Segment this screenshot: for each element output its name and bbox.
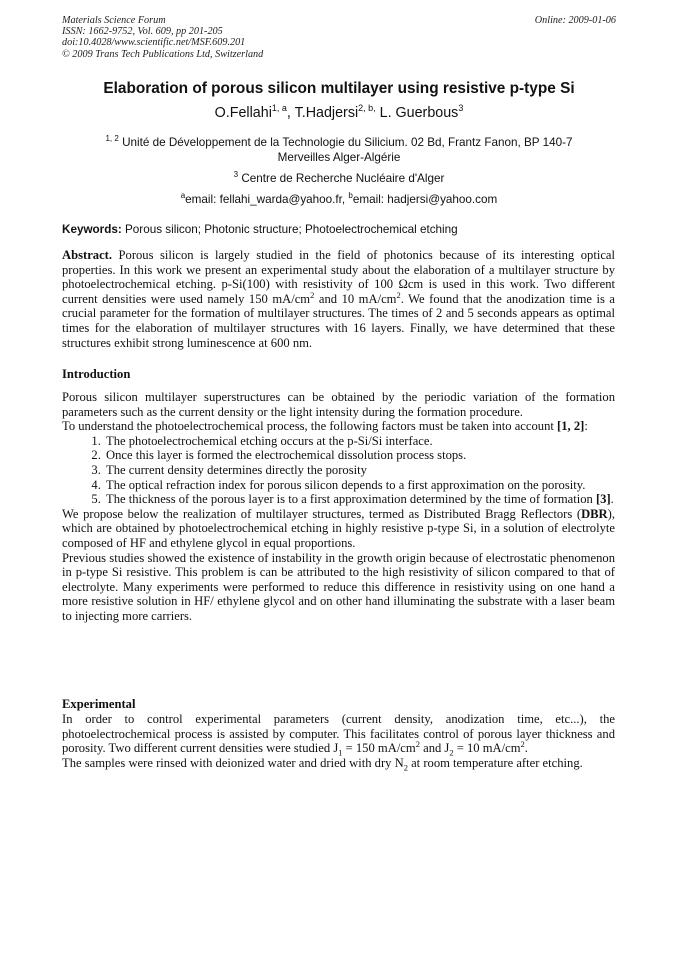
intro-text: : [584,419,588,434]
list-item [104,492,615,507]
experimental-body [62,712,615,773]
intro-text: To understand the photoelectrochemical process, the following factors must be taken into account [62,419,558,434]
abstract-paragraph [62,248,615,350]
journal-name: Materials Science Forum [62,15,166,26]
abstract-text: Porous silicon is largely studied in the field of photonics because of its interesting optical properties. In this work we present an experimental study about the elaboration of a multilayer structure by photoelectrochemical etching. p-Si(100) with resistivity of 100 Ωcm is used in this work. Two different current densities were used namely 150 mA/cm [62,248,615,306]
abstract-text: . We found that the anodization time is a crucial parameter for the formation of multilayer structures. The times of 2 and 5 seconds appears as optimal times for the elaboration of multilayer structures with 16 layers. Finally, we have determined that these structures exhibit strong luminescence at 600 nm. [62,291,615,350]
dbr-term: DBR [581,506,608,521]
experimental-heading: Experimental [62,697,136,711]
superscript: 2 [415,739,420,749]
author-sup: 1, a [271,103,287,113]
author-list [40,103,638,121]
author-name: O.Fellahi [214,104,272,121]
introduction-body [62,390,615,624]
paper-title: Elaboration of porous silicon multilayer using resistive p-type Si [103,80,575,97]
keywords-text: Porous silicon; Photonic structure; Photoelectrochemical etching [125,223,458,236]
affiliation-2 [80,167,598,186]
email-b: email: hadjersi@yahoo.com [352,192,498,206]
exp-text: In order to control experimental parameters (current density, anodization time, etc...), the photoelectrochemical process is assisted by computer. This facilitates control of porous layer thickness and porosity. Two different current densities were studied J [62,712,615,756]
exp-text: = 150 mA/cm [342,741,416,756]
journal-header [62,15,263,60]
abstract [62,248,615,350]
exp-text: The samples were rinsed with deionized water and dried with dry N [62,755,404,770]
doi-line: doi:10.4028/www.scientific.net/MSF.609.201 [62,37,246,49]
list-item: 1. The photoelectrochemical etching occurs at the p-Si/Si interface. [104,434,615,449]
citation: [3] [595,492,611,507]
list-item-text: . [610,492,614,507]
issn-line: ISSN: 1662-9752, Vol. 609, pp 201-205 [62,26,223,38]
introduction-heading: Introduction [62,367,131,381]
keywords [62,223,615,238]
subscript: 2 [403,762,408,773]
intro-paragraph [62,419,615,434]
keywords-label: Keywords: [62,223,122,236]
intro-paragraph: Porous silicon multilayer superstructures can be obtained by the periodic variation of the formation parameters such as the current density or the light intensity during the formation procedure. [62,390,615,419]
experimental-paragraph [62,756,615,771]
email-b-sup: b [348,191,353,200]
exp-text: and J [419,741,450,756]
affiliation-2-text: Centre de Recherche Nucléaire d'Alger [241,171,445,185]
intro-text: ), which are obtained by photoelectrochemical etching in highly resistive p-type Si, in a solution of electrolyte composed of HF and ethylene glycol in equal proportions. [62,506,615,550]
intro-text: We propose below the realization of multilayer structures, termed as Distributed Bragg Reflectors ( [62,506,582,521]
intro-paragraph: Previous studies showed the existence of instability in the growth origin because of electrostatic phenomenon in p-type Si resistive. This problem is can be attributed to the high resistivity of silicon compared to that of electrolyte. Many experiments were performed to reduce this difference in resistivity using on one hand a more resistive solution in HF/ ethylene glycol and on other hand illuminating the substrate with a laser beam to injecting more carriers. [62,550,615,623]
affiliation-1-text: Unité de Développement de la Technologie du Silicium. 02 Bd, Frantz Fanon, BP 140-7 Merveilles Alger-Algérie [122,135,573,164]
abstract-text: and 10 mA/cm [314,291,397,306]
copyright-line: © 2009 Trans Tech Publications Ltd, Switzerland [62,48,264,60]
exp-text: . [524,741,528,756]
email-a-sup: a [180,191,186,200]
author-name: L. Guerbous [379,104,459,121]
author-sup: 2, b, [358,103,376,113]
factor-list [62,434,615,507]
list-item-text: The thickness of the porous layer is to a first approximation determined by the time of formation [106,492,596,507]
subscript: 2 [449,747,454,758]
superscript: 2 [310,289,315,300]
author-name: T.Hadjersi [294,104,359,121]
citation: [1, 2] [557,419,585,434]
email-a: email: fellahi_warda@yahoo.fr, [185,192,349,206]
author-sep: , [286,104,295,121]
abstract-label: Abstract. [62,248,113,262]
online-date: Online: 2009-01-06 [534,15,616,26]
experimental-paragraph [62,712,615,756]
affiliation-2-sup: 3 [233,170,239,179]
exp-text: = 10 mA/cm [453,741,521,756]
subscript: 1 [338,747,343,758]
author-sup: 3 [458,103,464,113]
affiliation-1-sup: 1, 2 [105,134,119,143]
exp-text: at room temperature after etching. [407,755,583,770]
list-item: 4. The optical refraction index for porous silicon depends to a first approximation on the porosity. [104,478,615,493]
intro-paragraph [62,507,615,551]
superscript: 2 [520,739,525,749]
list-item: 3. The current density determines directly the porosity [104,463,615,478]
superscript: 2 [396,289,401,300]
email-line [80,188,598,207]
list-item: 2. Once this layer is formed the electrochemical dissolution process stops. [104,448,615,463]
affiliation-1 [80,131,598,165]
